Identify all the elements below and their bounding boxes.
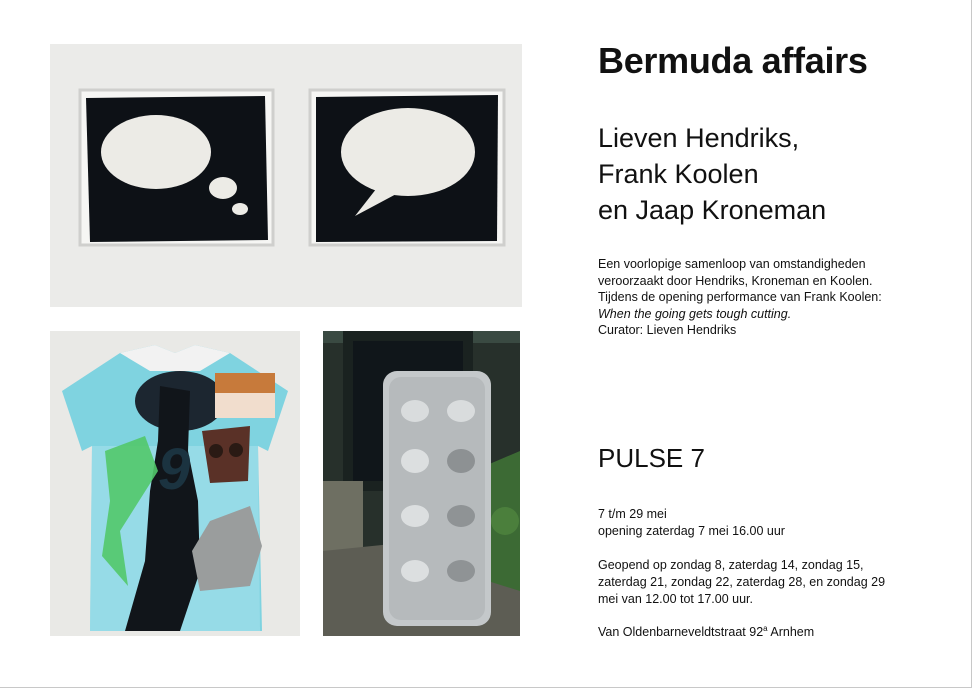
venue-address bbox=[598, 624, 814, 639]
opening-hours-line: mei van 12.00 tot 17.00 uur. bbox=[598, 592, 753, 606]
exhibition-description bbox=[598, 256, 968, 339]
performance-title: When the going gets tough cutting. bbox=[598, 306, 792, 321]
address-city: Arnhem bbox=[767, 625, 815, 639]
opening-date: opening zaterdag 7 mei 16.00 uur bbox=[598, 524, 785, 538]
artist-line: en Jaap Kroneman bbox=[598, 195, 827, 225]
opening-hours bbox=[598, 557, 885, 608]
date-period: 7 t/m 29 mei bbox=[598, 507, 667, 521]
description-line: veroorzaakt door Hendriks, Kroneman en Koolen. bbox=[598, 273, 873, 288]
exhibition-title: Bermuda affairs bbox=[598, 40, 868, 81]
description-line: Een voorlopige samenloop van omstandigheden bbox=[598, 257, 866, 271]
artist-line: Lieven Hendriks, bbox=[598, 123, 800, 153]
curator-line: Curator: Lieven Hendriks bbox=[598, 323, 737, 337]
venue-name: PULSE 7 bbox=[598, 443, 705, 473]
address-street: Van Oldenbarneveldtstraat 92 bbox=[598, 625, 764, 639]
artwork-photo-football-shirt bbox=[50, 331, 300, 636]
artist-line: Frank Koolen bbox=[598, 159, 759, 189]
artwork-photo-speech-bubbles bbox=[50, 44, 522, 307]
opening-hours-line: zaterdag 21, zondag 22, zaterdag 28, en zondag 29 bbox=[598, 575, 886, 589]
artwork-photo-foil-panel bbox=[323, 331, 520, 636]
opening-hours-line: Geopend op zondag 8, zaterdag 14, zondag 15, bbox=[598, 558, 864, 572]
exhibition-dates bbox=[598, 506, 785, 540]
artist-list bbox=[598, 120, 826, 228]
shirt-number: 9 bbox=[158, 437, 191, 502]
description-line: Tijdens de opening performance van Frank Koolen: bbox=[598, 290, 882, 304]
address-suffix: a bbox=[763, 624, 768, 633]
